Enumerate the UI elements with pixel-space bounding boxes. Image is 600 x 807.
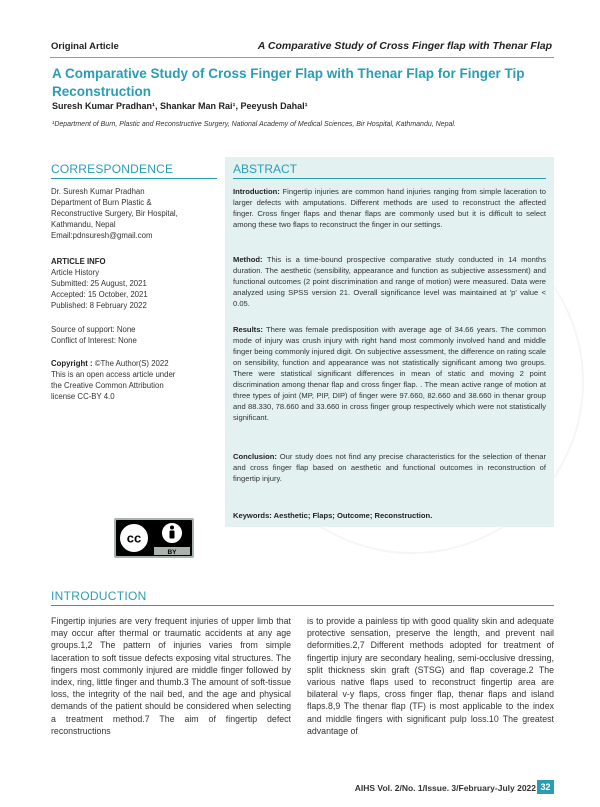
article-type: Original Article — [51, 41, 119, 52]
article-history: Article History — [51, 268, 100, 277]
conclusion-label: Conclusion: — [233, 452, 277, 461]
corr-dept: Department of Burn Plastic & — [51, 198, 152, 207]
by-label: BY — [167, 549, 177, 556]
introduction-heading: INTRODUCTION — [51, 589, 147, 603]
introduction-column-2: is to provide a painless tip with good quality skin and adequate protective sensation, preserve the length, and prevent nail deformities.2,7 Different methods adopted for treatment of fingertip injury are secondary healing, semi-occlusive dressing, split thickness skin graft (STSG) and flap coverage.2 The various native flaps used to reconstruct fingertip area are bilateral v-y flaps, cross finger flap, thenar flaps and island flaps.8,9 The thenar flap (TF) is most applicable to the index and middle fingers with significant pulp loss.10 The greatest advantage of — [307, 616, 554, 736]
method-label: Method: — [233, 255, 263, 264]
keywords-text: Aesthetic; Flaps; Outcome; Reconstruction. — [273, 511, 433, 520]
results-text: There was female predisposition with average age of 34.66 years. The common mode of injury was crush injury with right hand most commonly involved hand and middle finger being commonly injured digit. On subjective assessment, the difference on rating scale on sensibility, function and appearance was not statistically significant among two groups. There were statistical significant differences in mean of static and moving 2 point discrimination among thenar flap and cross finger flap. . The mean active range of motion at three types of joint (MP, PIP, DIP) of finger were 97.660, 82.660 and 38.660 in thenar group and 88.330, 78.660 and 33.660 in cross finger group respectively which were not statistically significant. — [233, 325, 546, 422]
conclusion-text: Our study does not find any precise characteristics for the selection of thenar and cross finger flap based on aesthetic and functional outcomes in reconstruction of fingertip injury. — [233, 452, 546, 483]
corr-dept-cont: Reconstructive Surgery, Bir Hospital, — [51, 209, 178, 218]
author-list: Suresh Kumar Pradhan¹, Shankar Man Rai¹, Peeyush Dahal¹ — [52, 101, 308, 111]
results-label: Results: — [233, 325, 263, 334]
published-date: Published: 8 February 2022 — [51, 301, 147, 310]
abstract-introduction — [233, 186, 546, 230]
journal-footer: AIHS Vol. 2/No. 1/Issue. 3/February-July 2022 — [354, 783, 536, 793]
source-of-support: Source of support: None — [51, 325, 136, 334]
correspondence-heading: CORRESPONDENCE — [51, 162, 174, 176]
page-number: 32 — [537, 780, 554, 794]
article-info-block — [51, 256, 221, 311]
paper-title: A Comparative Study of Cross Finger Flap with Thenar Flap for Finger Tip Reconstruction — [52, 66, 525, 99]
intro-text: Fingertip injuries are common hand injuries ranging from simple laceration to larger defects with amputations. Different methods are used to reconstruct the affected finger. Cross finger flaps and thenar flaps are commonly used but it is difficult to select among these two flaps to reconstruct the finger in our settings. — [233, 187, 546, 229]
introduction-column-1: Fingertip injuries are very frequent injuries of upper limb that may occur after thermal or traumatic accidents at any age groups.1,2 The pattern of injuries varies from simple laceration to soft tissue defects exposing vital structures. The fingers most commonly injured are middle finger followed by index, ring, little finger and thumb.3 The amount of soft-tissue loss, the integrity of the nail bed, and the age and physical demands of the patient should be considered when selecting a treatment method.7 The aim of fingertip defect reconstructions — [51, 616, 291, 736]
support-block — [51, 324, 221, 346]
submitted-date: Submitted: 25 August, 2021 — [51, 279, 147, 288]
correspondence-divider — [51, 178, 217, 179]
running-title: A Comparative Study of Cross Finger flap with Thenar Flap — [257, 40, 552, 52]
corr-city: Kathmandu, Nepal — [51, 220, 116, 229]
correspondence-block — [51, 186, 221, 241]
corr-email[interactable]: Email:pdnsuresh@gmail.com — [51, 231, 153, 240]
abstract-heading: ABSTRACT — [233, 162, 298, 176]
abstract-keywords — [233, 510, 546, 521]
copyright-text: ©The Author(S) 2022 This is an open access article under the Creative Common Attribution license CC-BY 4.0 — [51, 359, 176, 401]
corr-name: Dr. Suresh Kumar Pradhan — [51, 187, 145, 196]
accepted-date: Accepted: 15 October, 2021 — [51, 290, 148, 299]
cc-by-license-badge[interactable] — [114, 518, 194, 558]
introduction-divider — [51, 605, 554, 606]
abstract-method — [233, 254, 546, 309]
keywords-label: Keywords: — [233, 511, 272, 520]
abstract-conclusion — [233, 451, 546, 484]
affiliation: ¹Department of Burn, Plastic and Reconstructive Surgery, National Academy of Medical Sciences, Bir Hospital, Kathmandu, Nepal. — [52, 121, 456, 128]
copyright-block — [51, 358, 181, 402]
copyright-label: Copyright : — [51, 359, 93, 368]
abstract-divider — [233, 178, 546, 179]
article-info-heading: ARTICLE INFO — [51, 257, 106, 266]
intro-label: Introduction: — [233, 187, 280, 196]
abstract-results — [233, 324, 546, 423]
method-text: This is a time-bound prospective comparative study conducted in 14 months duration. The aesthetic (sensibility, appearance and function as subjective assessment) and functional outcomes (2 point discrimination and range of motion) were measured. Data were analyzed using SPSS version 21. Overall significance level was maintained at 'p' value < 0.05. — [233, 255, 546, 308]
cc-by-icon — [114, 518, 194, 558]
conflict-of-interest: Conflict of Interest: None — [51, 336, 137, 345]
header-divider — [50, 57, 554, 58]
cc-glyph: cc — [126, 530, 142, 546]
